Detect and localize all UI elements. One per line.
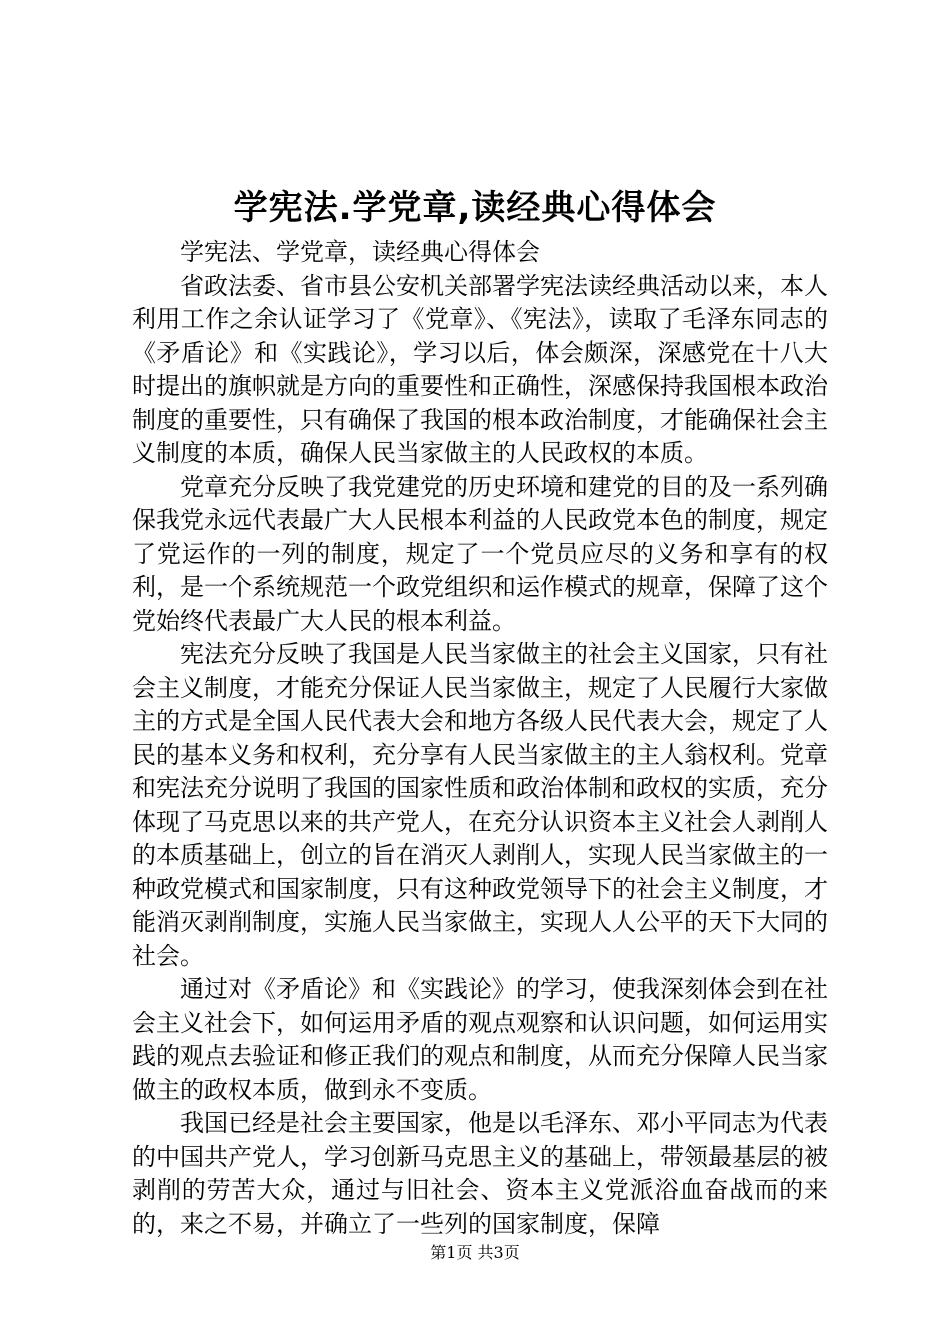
paragraph: 党章充分反映了我党建党的历史环境和建党的目的及一系列确保我党永远代表最广大人民根本利益的人民政党本色的制度，规定了党运作的一列的制度，规定了一个党员应尽的义务和享有的权利，是一个系统规范一个政党组织和运作模式的规章，保障了这个党始终代表最广大人民的根本利益。	[132, 472, 828, 635]
page-number-footer: 第1页 共3页	[430, 1243, 520, 1262]
paragraph: 通过对《矛盾论》和《实践论》的学习，使我深刻体会到在社会主义社会下，如何运用矛盾的观点观察和认识问题，如何运用实践的观点去验证和修正我们的观点和制度，从而充分保障人民当家做主的政权本质，做到永不变质。	[132, 975, 828, 1104]
paragraph-heading: 学宪法、学党章，读经典心得体会	[180, 238, 540, 266]
document-title: 学宪法.学党章,读经典心得体会	[233, 188, 717, 228]
paragraph: 宪法充分反映了我国是人民当家做主的社会主义国家，只有社会主义制度，才能充分保证人民当家做主，规定了人民履行大家做主的方式是全国人民代表大会和地方各级人民代表大会，规定了人民的基本义务和权利，充分享有人民当家做主的主人翁权利。党章和宪法充分说明了我国的国家性质和政治体制和政权的实质，充分体现了马克思以来的共产党人，在充分认识资本主义社会人剥削人的本质基础上，创立的旨在消灭人剥削人，实现人民当家做主的一种政党模式和国家制度，只有这种政党领导下的社会主义制度，才能消灭剥削制度，实施人民当家做主，实现人人公平的天下大同的社会。	[132, 640, 828, 970]
paragraph: 我国已经是社会主要国家，他是以毛泽东、邓小平同志为代表的中国共产党人，学习创新马克思主义的基础上，带领最基层的被剥削的劳苦大众，通过与旧社会、资本主义党派浴血奋战而的来的，来之不易，并确立了一些列的国家制度，保障	[132, 1109, 828, 1238]
paragraph: 省政法委、省市县公安机关部署学宪法读经典活动以来，本人利用工作之余认证学习了《党章》、《宪法》，读取了毛泽东同志的《矛盾论》和《实践论》，学习以后，体会颇深，深感党在十八大时提出的旗帜就是方向的重要性和正确性，深感保持我国根本政治制度的重要性，只有确保了我国的根本政治制度，才能确保社会主义制度的本质，确保人民当家做主的人民政权的本质。	[132, 271, 828, 467]
document-body	[132, 236, 828, 1241]
